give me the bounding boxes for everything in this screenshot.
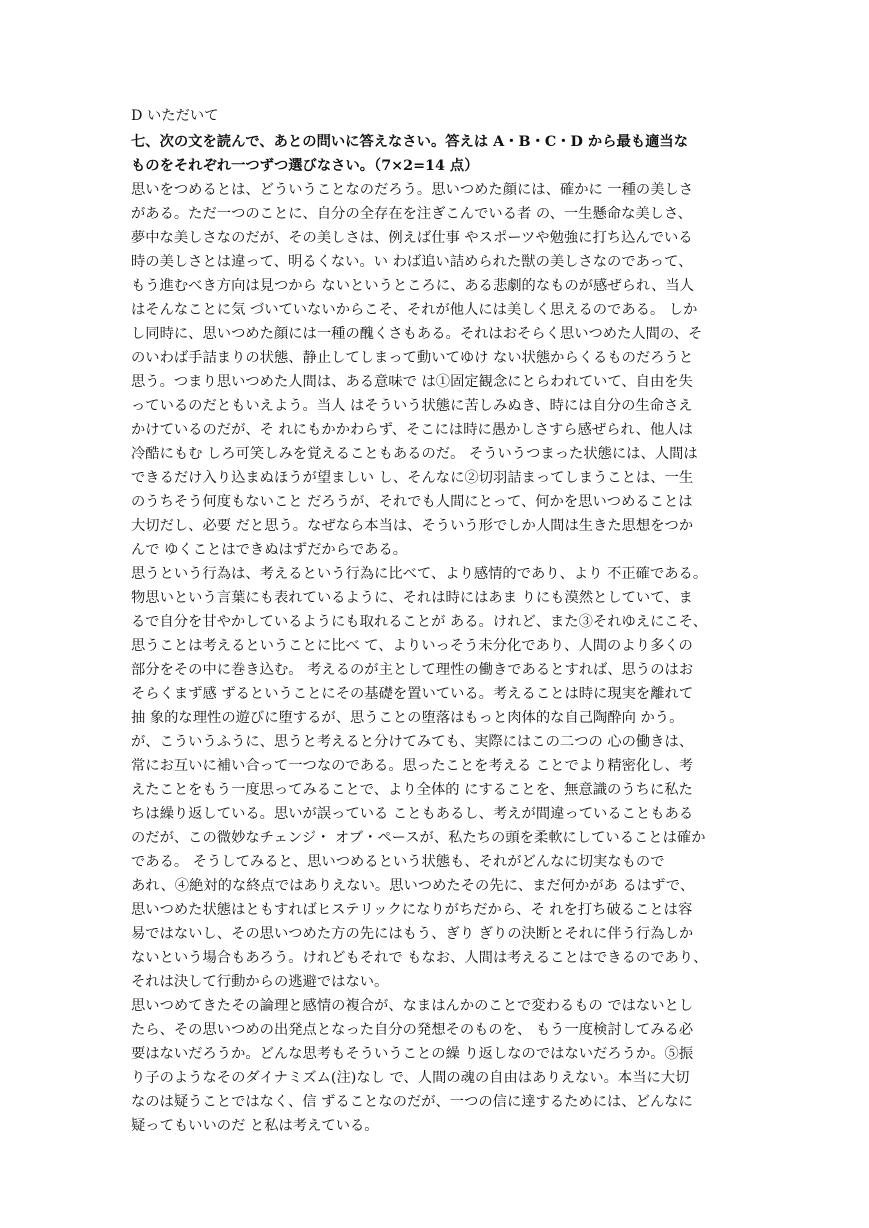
passage-line: 思うことは考えるということに比べ て、よりいっそう未分化であり、人間のより多くの	[131, 638, 693, 654]
passage-line: 思う。つまり思いつめた人間は、ある意味で は①固定観念にとらわれていて、自由を失	[131, 374, 693, 390]
passage-line: 思いつめた状態はともすればヒステリックになりがちだから、そ れを打ち破ることは容	[131, 902, 693, 918]
passage-line: 時の美しさとは違って、明るくない。い わば追い詰められた獣の美しさなのであって、	[131, 254, 693, 270]
document-page	[131, 104, 743, 1138]
passage-line: 要はないだろうか。どんな思考もそういうことの繰 り返しなのではないだろうか。⑤振	[131, 1046, 694, 1062]
passage-line: っているのだともいえよう。当人 はそういう状態に苦しみぬき、時には自分の生命さえ	[131, 398, 693, 414]
passage-line: 疑ってもいいのだ と私は考えている。	[131, 1118, 379, 1134]
question-header-line: 七、次の文を読んで、あとの問いに答えなさい。答えは A・B・C・D から最も適当な	[131, 134, 689, 150]
passage-line: そらくまず感 ずるということにその基礎を置いている。考えることは時に現実を離れて	[131, 686, 694, 702]
passage-line: 大切だし、必要 だと思う。なぜなら本当は、そういう形でしか人間は生きた思想をつか	[131, 518, 694, 534]
previous-option-line: D いただいて	[131, 108, 219, 124]
passage-line: それは決して行動からの逃避ではない。	[131, 974, 389, 990]
passage-line: あれ、④絶対的な終点ではありえない。思いつめたその先に、まだ何かがあ るはずで、	[131, 878, 695, 894]
passage-line: し同時に、思いつめた顔には一種の醜くさもある。それはおそらく思いつめた人間の、そ	[131, 326, 703, 342]
question-header	[131, 130, 743, 178]
passage-line: である。 そうしてみると、思いつめるという状態も、それがどんなに切実なもので	[131, 854, 665, 870]
passage-line: のうちそう何度もないこと だろうが、それでも人間にとって、何かを思いつめることは	[131, 494, 693, 510]
passage-line: 常にお互いに補い合って一つなのである。思ったことを考える ことでより精密化し、考	[131, 758, 694, 774]
passage-line: のだが、この微妙なチェンジ・ オブ・ペースが、私たちの頭を柔軟にしていることは確か	[131, 830, 706, 846]
passage-line: 思いをつめるとは、どういうことなのだろう。思いつめた顔には、確かに 一種の美しさ	[131, 182, 694, 198]
passage-line: んで ゆくことはできぬはずだからである。	[131, 542, 408, 558]
passage-line: り子のようなそのダイナミズム(注)なし で、人間の魂の自由はありえない。本当に大切	[131, 1070, 690, 1086]
passage-line: 易ではないし、その思いつめた方の先にはもう、ぎり ぎりの決断とそれに伴う行為しか	[131, 926, 694, 942]
passage-line: が、こういうふうに、思うと考えると分けてみても、実際にはこの二つの 心の働きは、	[131, 734, 694, 750]
passage-line: はそんなことに気 づいていないからこそ、それが他人には美しく思えるのである。 しか	[131, 302, 698, 318]
passage-line: るで自分を甘やかしているようにも取れることが ある。けれど、また③それゆえにこそ、	[131, 614, 707, 630]
passage-line: 冷酷にもむ しろ可笑しみを覚えることもあるのだ。 そういうつまった状態には、人間は	[131, 446, 698, 462]
question-header-line: ものをそれぞれ一つずつ選びなさい。（7×2=14 点）	[131, 158, 479, 174]
passage-line: 物思いという言葉にも表れているように、それは時にはあま りにも漠然としていて、ま	[131, 590, 693, 606]
passage-line: もう進むべき方向は見つから ないというところに、ある悲劇的なものが感ぜられ、当人	[131, 278, 694, 294]
passage-line: かけているのだが、そ れにもかかわらず、そこには時に愚かしさすら感ぜられ、他人は	[131, 422, 693, 438]
passage-line: 抽 象的な理性の遊びに堕するが、思うことの堕落はもっと肉体的な自己陶酔向 かう。	[131, 710, 684, 726]
passage-line: できるだけ入り込まぬほうが望ましい し、そんなに②切羽詰まってしまうことは、一生	[131, 470, 694, 486]
passage-line: 夢中な美しさなのだが、その美しさは、例えば仕事 やスポーツや勉強に打ち込んでいる	[131, 230, 693, 246]
passage-line: たら、その思いつめの出発点となった自分の発想そのものを、 もう一度検討してみる必	[131, 1022, 694, 1038]
passage-line: 思いつめてきたその論理と感情の複合が、なまはんかのことで変わるもの ではないとし	[131, 998, 694, 1014]
passage-text	[131, 178, 743, 1138]
passage-line: えたことをもう一度思ってみることで、より全体的 にすることを、無意識のうちに私た	[131, 782, 693, 798]
passage-line: なのは疑うことではなく、信 ずることなのだが、一つの信に達するためには、どんなに	[131, 1094, 693, 1110]
passage-line: ちは繰り返している。思いが誤っている こともあるし、考えが間違っていることもある	[131, 806, 694, 822]
passage-line: ないという場合もあろう。けれどもそれで もなお、人間は考えることはできるのであり、	[131, 950, 708, 966]
passage-line: 思うという行為は、考えるという行為に比べて、より感情的であり、より 不正確である。	[131, 566, 708, 582]
passage-line: がある。ただ一つのことに、自分の全存在を注ぎこんでいる者 の、一生懸命な美しさ、	[131, 206, 692, 222]
passage-line: のいわば手詰まりの状態、静止してしまって動いてゆけ ない状態からくるものだろうと	[131, 350, 694, 366]
passage-line: 部分をその中に巻き込む。 考えるのが主として理性の働きであるとすれば、思うのはお	[131, 662, 694, 678]
